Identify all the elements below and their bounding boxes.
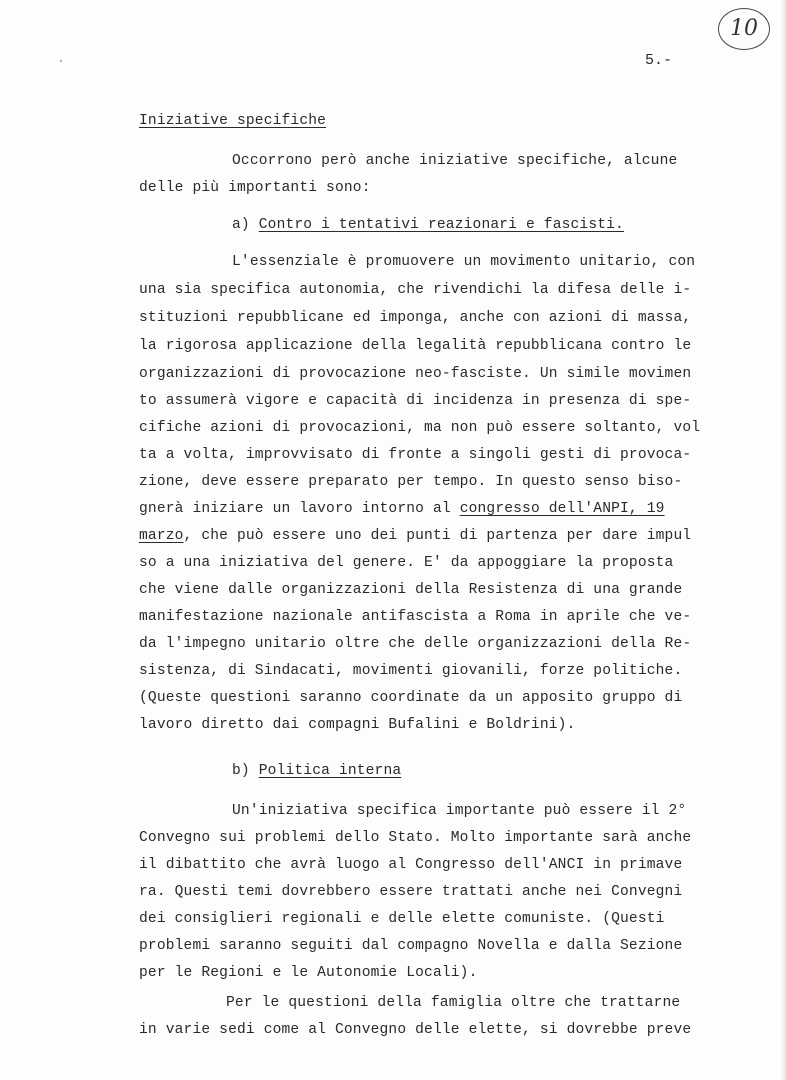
paragraph-line: (Queste questioni saranno coordinate da un apposito gruppo di xyxy=(139,690,683,706)
paragraph-line: Per le questioni della famiglia oltre che trattarne xyxy=(226,995,681,1011)
paragraph-line: che viene dalle organizzazioni della Resistenza di una grande xyxy=(139,582,683,598)
paragraph-line: la rigorosa applicazione della legalità repubblicana contro le xyxy=(139,338,692,354)
paragraph-line: in varie sedi come al Convegno delle elette, si dovrebbe preve xyxy=(139,1022,692,1038)
paragraph-line: manifestazione nazionale antifascista a Roma in aprile che ve- xyxy=(139,609,692,625)
paragraph-line: ra. Questi temi dovrebbero essere trattati anche nei Convegni xyxy=(139,884,683,900)
subsection-b-heading xyxy=(232,763,401,779)
subsection-b-label: b) xyxy=(232,763,250,779)
paragraph-line: Un'iniziativa specifica importante può essere il 2° xyxy=(232,803,687,819)
section-heading: Iniziative specifiche xyxy=(139,113,327,129)
scan-speck xyxy=(60,60,62,62)
paragraph-line: ta a volta, improvvisato di fronte a singoli gesti di provoca- xyxy=(139,447,692,463)
paragraph-line: per le Regioni e le Autonomie Locali). xyxy=(139,965,478,981)
paragraph-line: so a una iniziativa del genere. E' da appoggiare la proposta xyxy=(139,555,674,571)
paragraph-line: stituzioni repubblicane ed imponga, anche con azioni di massa, xyxy=(139,310,692,326)
paragraph-line xyxy=(139,528,691,544)
paragraph-line: il dibattito che avrà luogo al Congresso dell'ANCI in primave xyxy=(139,857,683,873)
intro-line: Occorrono però anche iniziative specifiche, alcune xyxy=(232,153,678,169)
subsection-a-title: Contro i tentativi reazionari e fascisti. xyxy=(258,217,624,233)
page-edge-shadow xyxy=(780,0,786,1080)
paragraph-line: organizzazioni di provocazione neo-fasciste. Un simile movimen xyxy=(139,366,692,382)
anpi-congress-reference: congresso dell'ANPI, 19 xyxy=(459,501,665,517)
subsection-a-label: a) xyxy=(232,217,250,233)
paragraph-line: una sia specifica autonomia, che rivendichi la difesa delle i- xyxy=(139,282,692,298)
paragraph-line: Convegno sui problemi dello Stato. Molto importante sarà anche xyxy=(139,830,692,846)
paragraph-line: to assumerà vigore e capacità di incidenza in presenza di spe- xyxy=(139,393,692,409)
subsection-a-heading xyxy=(232,217,624,233)
paragraph-line xyxy=(139,501,665,517)
anpi-congress-date: marzo xyxy=(139,528,184,544)
line-text: , che può essere uno dei punti di partenza per dare impul xyxy=(183,528,692,544)
paragraph-line: da l'impegno unitario oltre che delle organizzazioni della Re- xyxy=(139,636,692,652)
line-text: gnerà iniziare un lavoro intorno al xyxy=(139,501,460,517)
paragraph-line: cifiche azioni di provocazioni, ma non può essere soltanto, vol xyxy=(139,420,701,436)
intro-line: delle più importanti sono: xyxy=(139,180,371,196)
paragraph-line: lavoro diretto dai compagni Bufalini e Boldrini). xyxy=(139,717,576,733)
stamped-page-number: 10 xyxy=(718,8,770,50)
paragraph-line: sistenza, di Sindacati, movimenti giovanili, forze politiche. xyxy=(139,663,683,679)
paragraph-line: L'essenziale è promuovere un movimento unitario, con xyxy=(232,254,696,270)
paragraph-line: dei consiglieri regionali e delle elette comuniste. (Questi xyxy=(139,911,665,927)
subsection-b-title: Politica interna xyxy=(258,763,402,779)
paragraph-line: zione, deve essere preparato per tempo. In questo senso biso- xyxy=(139,474,683,490)
paragraph-line: problemi saranno seguiti dal compagno Novella e dalla Sezione xyxy=(139,938,683,954)
page-number: 5.- xyxy=(645,52,673,69)
